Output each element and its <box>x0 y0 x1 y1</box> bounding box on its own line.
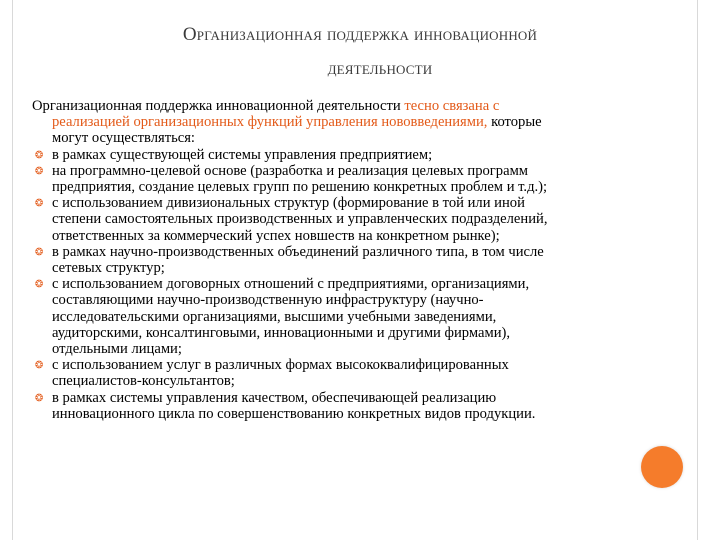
list-item-line: ответственных за коммерческий успех новшеств на конкретном рынке); <box>52 227 500 244</box>
slide-title <box>40 18 680 86</box>
list-item-line: в рамках системы управления качеством, обеспечивающей реализацию <box>52 389 497 406</box>
list-item-line: инновационного цикла по совершенствованию конкретных видов продукции. <box>52 405 536 422</box>
title-line-1: Организационная поддержка инновационной <box>182 24 538 45</box>
intro-paragraph <box>32 98 672 147</box>
bullet-list <box>32 147 672 422</box>
list-item-line: с использованием услуг в различных формах высококвалифицированных <box>52 357 509 374</box>
list-item <box>32 390 672 422</box>
bullet-icon: ❂ <box>35 165 44 177</box>
bullet-icon: ❂ <box>35 279 44 291</box>
list-item-line: аудиторскими, консалтинговыми, инновационными и другими фирмами), <box>52 324 511 341</box>
list-item <box>32 195 672 244</box>
intro-highlight-2: реализацией организационных функций управления нововведениями, <box>52 114 488 131</box>
list-item <box>32 276 672 357</box>
list-item <box>32 244 672 276</box>
slide-body <box>32 98 672 422</box>
list-item <box>32 147 672 163</box>
list-item-line: предприятия, создание целевых групп по решению конкретных проблем и т.д.); <box>52 179 548 196</box>
list-item-line: специалистов-консультантов; <box>52 373 235 390</box>
list-item-line: в рамках научно-производственных объединений различного типа, в том числе <box>52 243 544 260</box>
left-border-line <box>12 0 13 540</box>
list-item-line: сетевых структур; <box>52 260 165 277</box>
right-border-line <box>697 0 698 540</box>
bullet-icon: ❂ <box>35 392 44 404</box>
list-item-line: отдельными лицами; <box>52 341 182 358</box>
list-item-line: на программно-целевой основе (разработка и реализация целевых программ <box>52 162 529 179</box>
list-item-line: исследовательскими организациями, высшими учебными заведениями, <box>52 308 497 325</box>
list-item <box>32 163 672 195</box>
title-line-2: деятельности <box>327 58 433 79</box>
list-item-line: степени самостоятельных производственных и управленческих подразделений, <box>52 211 548 228</box>
bullet-icon: ❂ <box>35 198 44 210</box>
decorative-circle <box>641 446 683 488</box>
intro-text-start: Организационная поддержка инновационной деятельности <box>32 98 405 114</box>
list-item <box>32 357 672 389</box>
intro-line-3: могут осуществляться: <box>52 130 195 147</box>
intro-line-2 <box>32 114 672 130</box>
intro-text-end: которые <box>487 114 542 131</box>
list-item-line: в рамках существующей системы управления предприятием; <box>52 146 433 163</box>
bullet-icon: ❂ <box>35 149 44 161</box>
bullet-icon: ❂ <box>35 360 44 372</box>
list-item-line: составляющими научно-производственную инфраструктуру (научно- <box>52 292 484 309</box>
list-item-line: с использованием дивизиональных структур (формирование в той или иной <box>52 195 525 212</box>
bullet-icon: ❂ <box>35 246 44 258</box>
intro-highlight-1: тесно связана с <box>404 98 500 114</box>
list-item-line: с использованием договорных отношений с предприятиями, организациями, <box>52 276 530 293</box>
